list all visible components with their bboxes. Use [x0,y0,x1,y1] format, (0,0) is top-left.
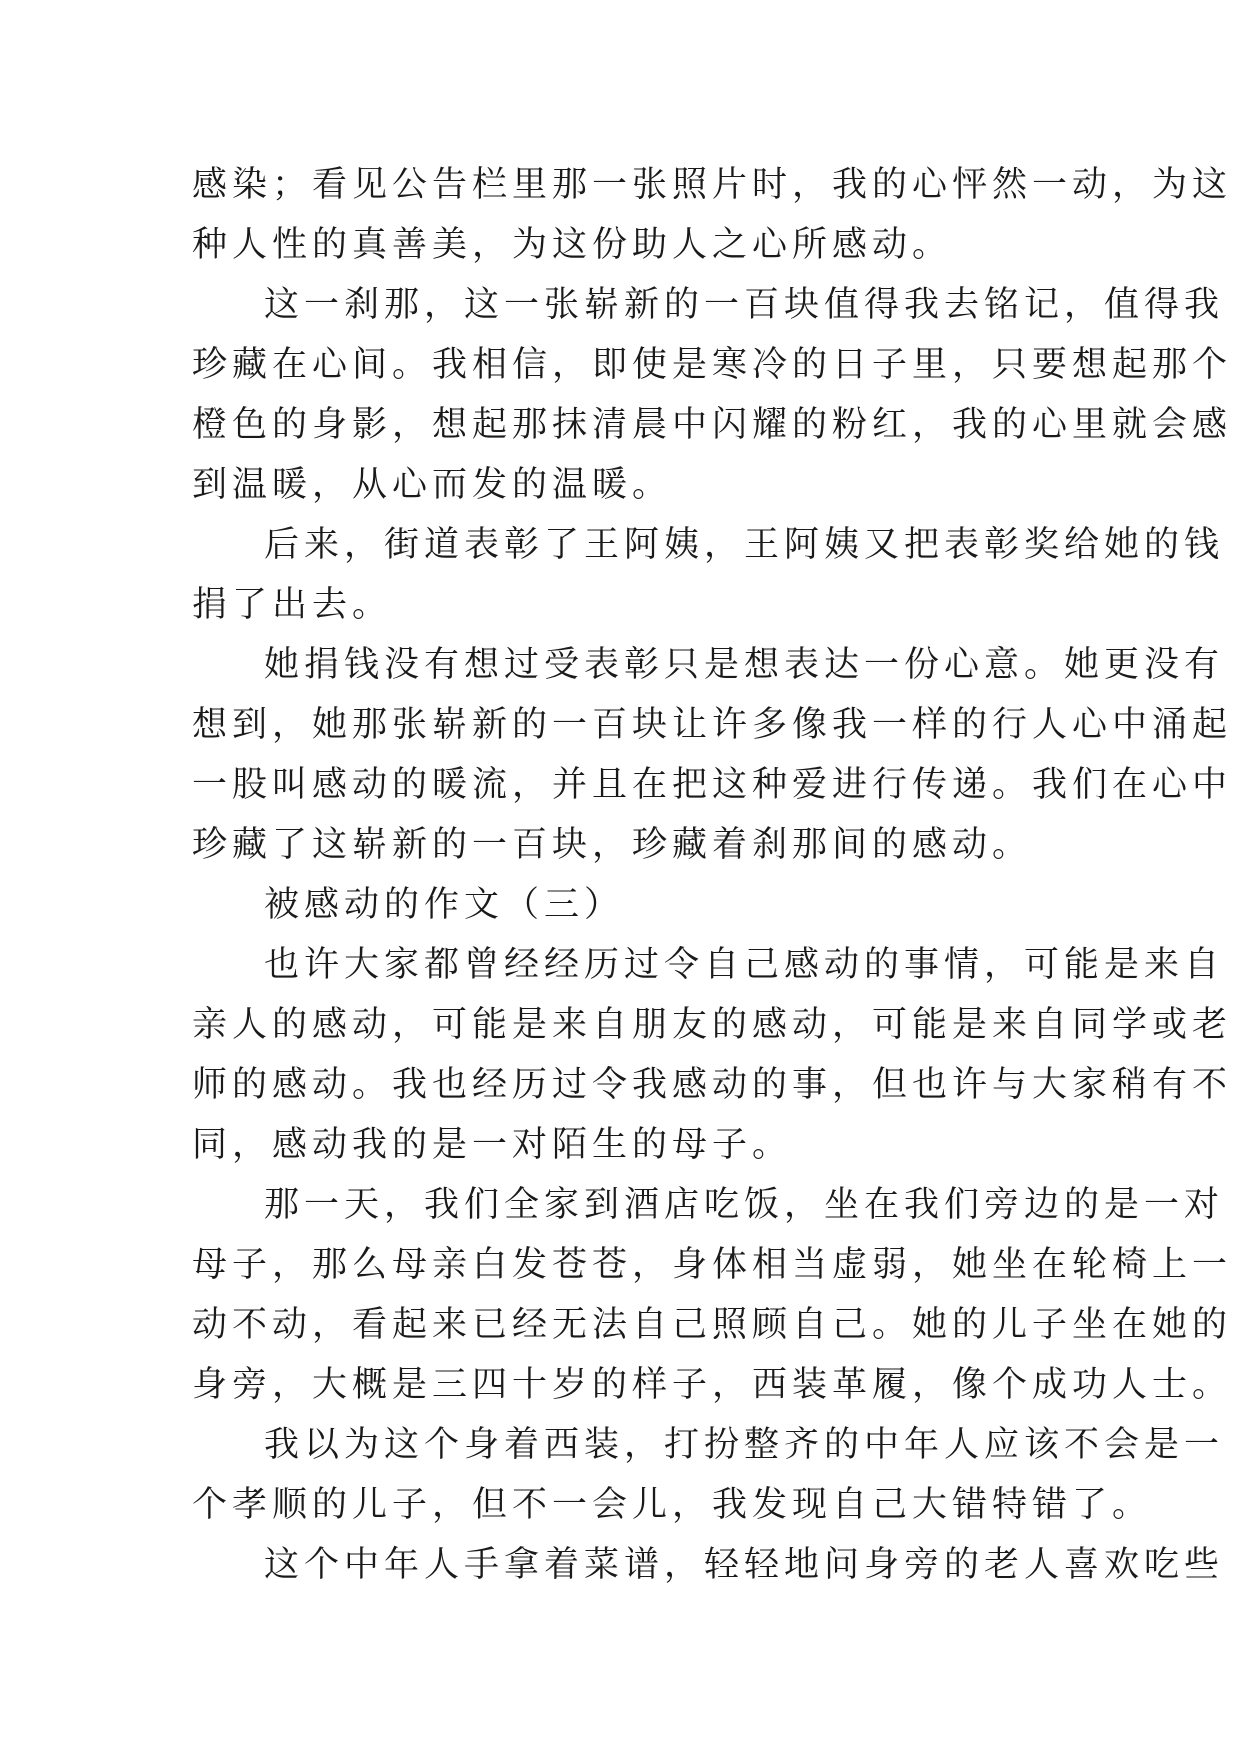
text-line: 身旁，大概是三四十岁的样子，西装革履，像个成功人士。 [192,1365,1233,1405]
text-line: 也许大家都曾经经历过令自己感动的事情，可能是来自 [264,945,1225,985]
text-line: 母子，那么母亲白发苍苍，身体相当虚弱，她坐在轮椅上一 [192,1245,1233,1285]
text-line: 我以为这个身着西装，打扮整齐的中年人应该不会是一 [264,1425,1225,1465]
text-line: 感染；看见公告栏里那一张照片时，我的心怦然一动，为这 [192,165,1233,205]
text-line: 被感动的作文（三） [264,885,625,925]
text-line: 橙色的身影，想起那抹清晨中闪耀的粉红，我的心里就会感 [192,405,1233,445]
text-line: 想到，她那张崭新的一百块让许多像我一样的行人心中涌起 [192,705,1233,745]
text-line: 后来，街道表彰了王阿姨，王阿姨又把表彰奖给她的钱 [264,525,1225,565]
text-line: 这一刹那，这一张崭新的一百块值得我去铭记，值得我 [264,285,1225,325]
text-line: 珍藏在心间。我相信，即使是寒冷的日子里，只要想起那个 [192,345,1233,385]
text-line: 同，感动我的是一对陌生的母子。 [192,1125,793,1165]
document-body [192,155,1233,1595]
text-line: 一股叫感动的暖流，并且在把这种爱进行传递。我们在心中 [192,765,1233,805]
text-line: 个孝顺的儿子，但不一会儿，我发现自己大错特错了。 [192,1485,1153,1525]
text-line: 师的感动。我也经历过令我感动的事，但也许与大家稍有不 [192,1065,1233,1105]
text-line: 她捐钱没有想过受表彰只是想表达一份心意。她更没有 [264,645,1225,685]
text-line: 那一天，我们全家到酒店吃饭，坐在我们旁边的是一对 [264,1185,1225,1225]
text-line: 这个中年人手拿着菜谱，轻轻地问身旁的老人喜欢吃些 [264,1545,1225,1585]
text-line: 动不动，看起来已经无法自己照顾自己。她的儿子坐在她的 [192,1305,1233,1345]
text-line: 捐了出去。 [192,585,393,625]
text-line: 亲人的感动，可能是来自朋友的感动，可能是来自同学或老 [192,1005,1233,1045]
text-line: 到温暖，从心而发的温暖。 [192,465,673,505]
text-line: 种人性的真善美，为这份助人之心所感动。 [192,225,953,265]
text-line: 珍藏了这崭新的一百块，珍藏着刹那间的感动。 [192,825,1033,865]
